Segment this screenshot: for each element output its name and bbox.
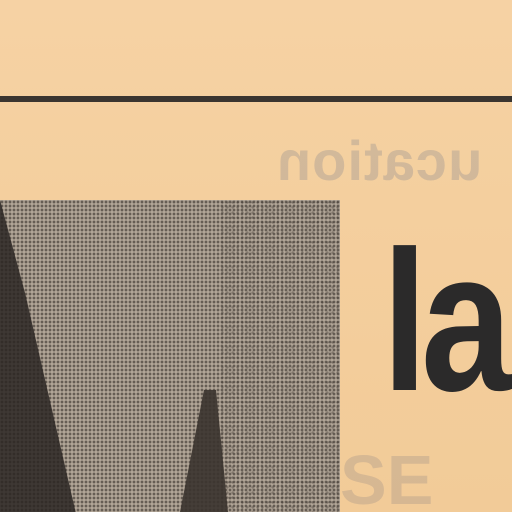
headline-text: la	[382, 210, 506, 433]
bleed-through-lower-text: SE	[340, 441, 434, 519]
bleed-through-text: ucation	[276, 129, 483, 192]
horizontal-rule	[0, 96, 512, 102]
photo-halftone-texture	[220, 200, 340, 512]
photo-dark-wedge	[0, 200, 180, 512]
halftone-photo	[0, 200, 340, 512]
